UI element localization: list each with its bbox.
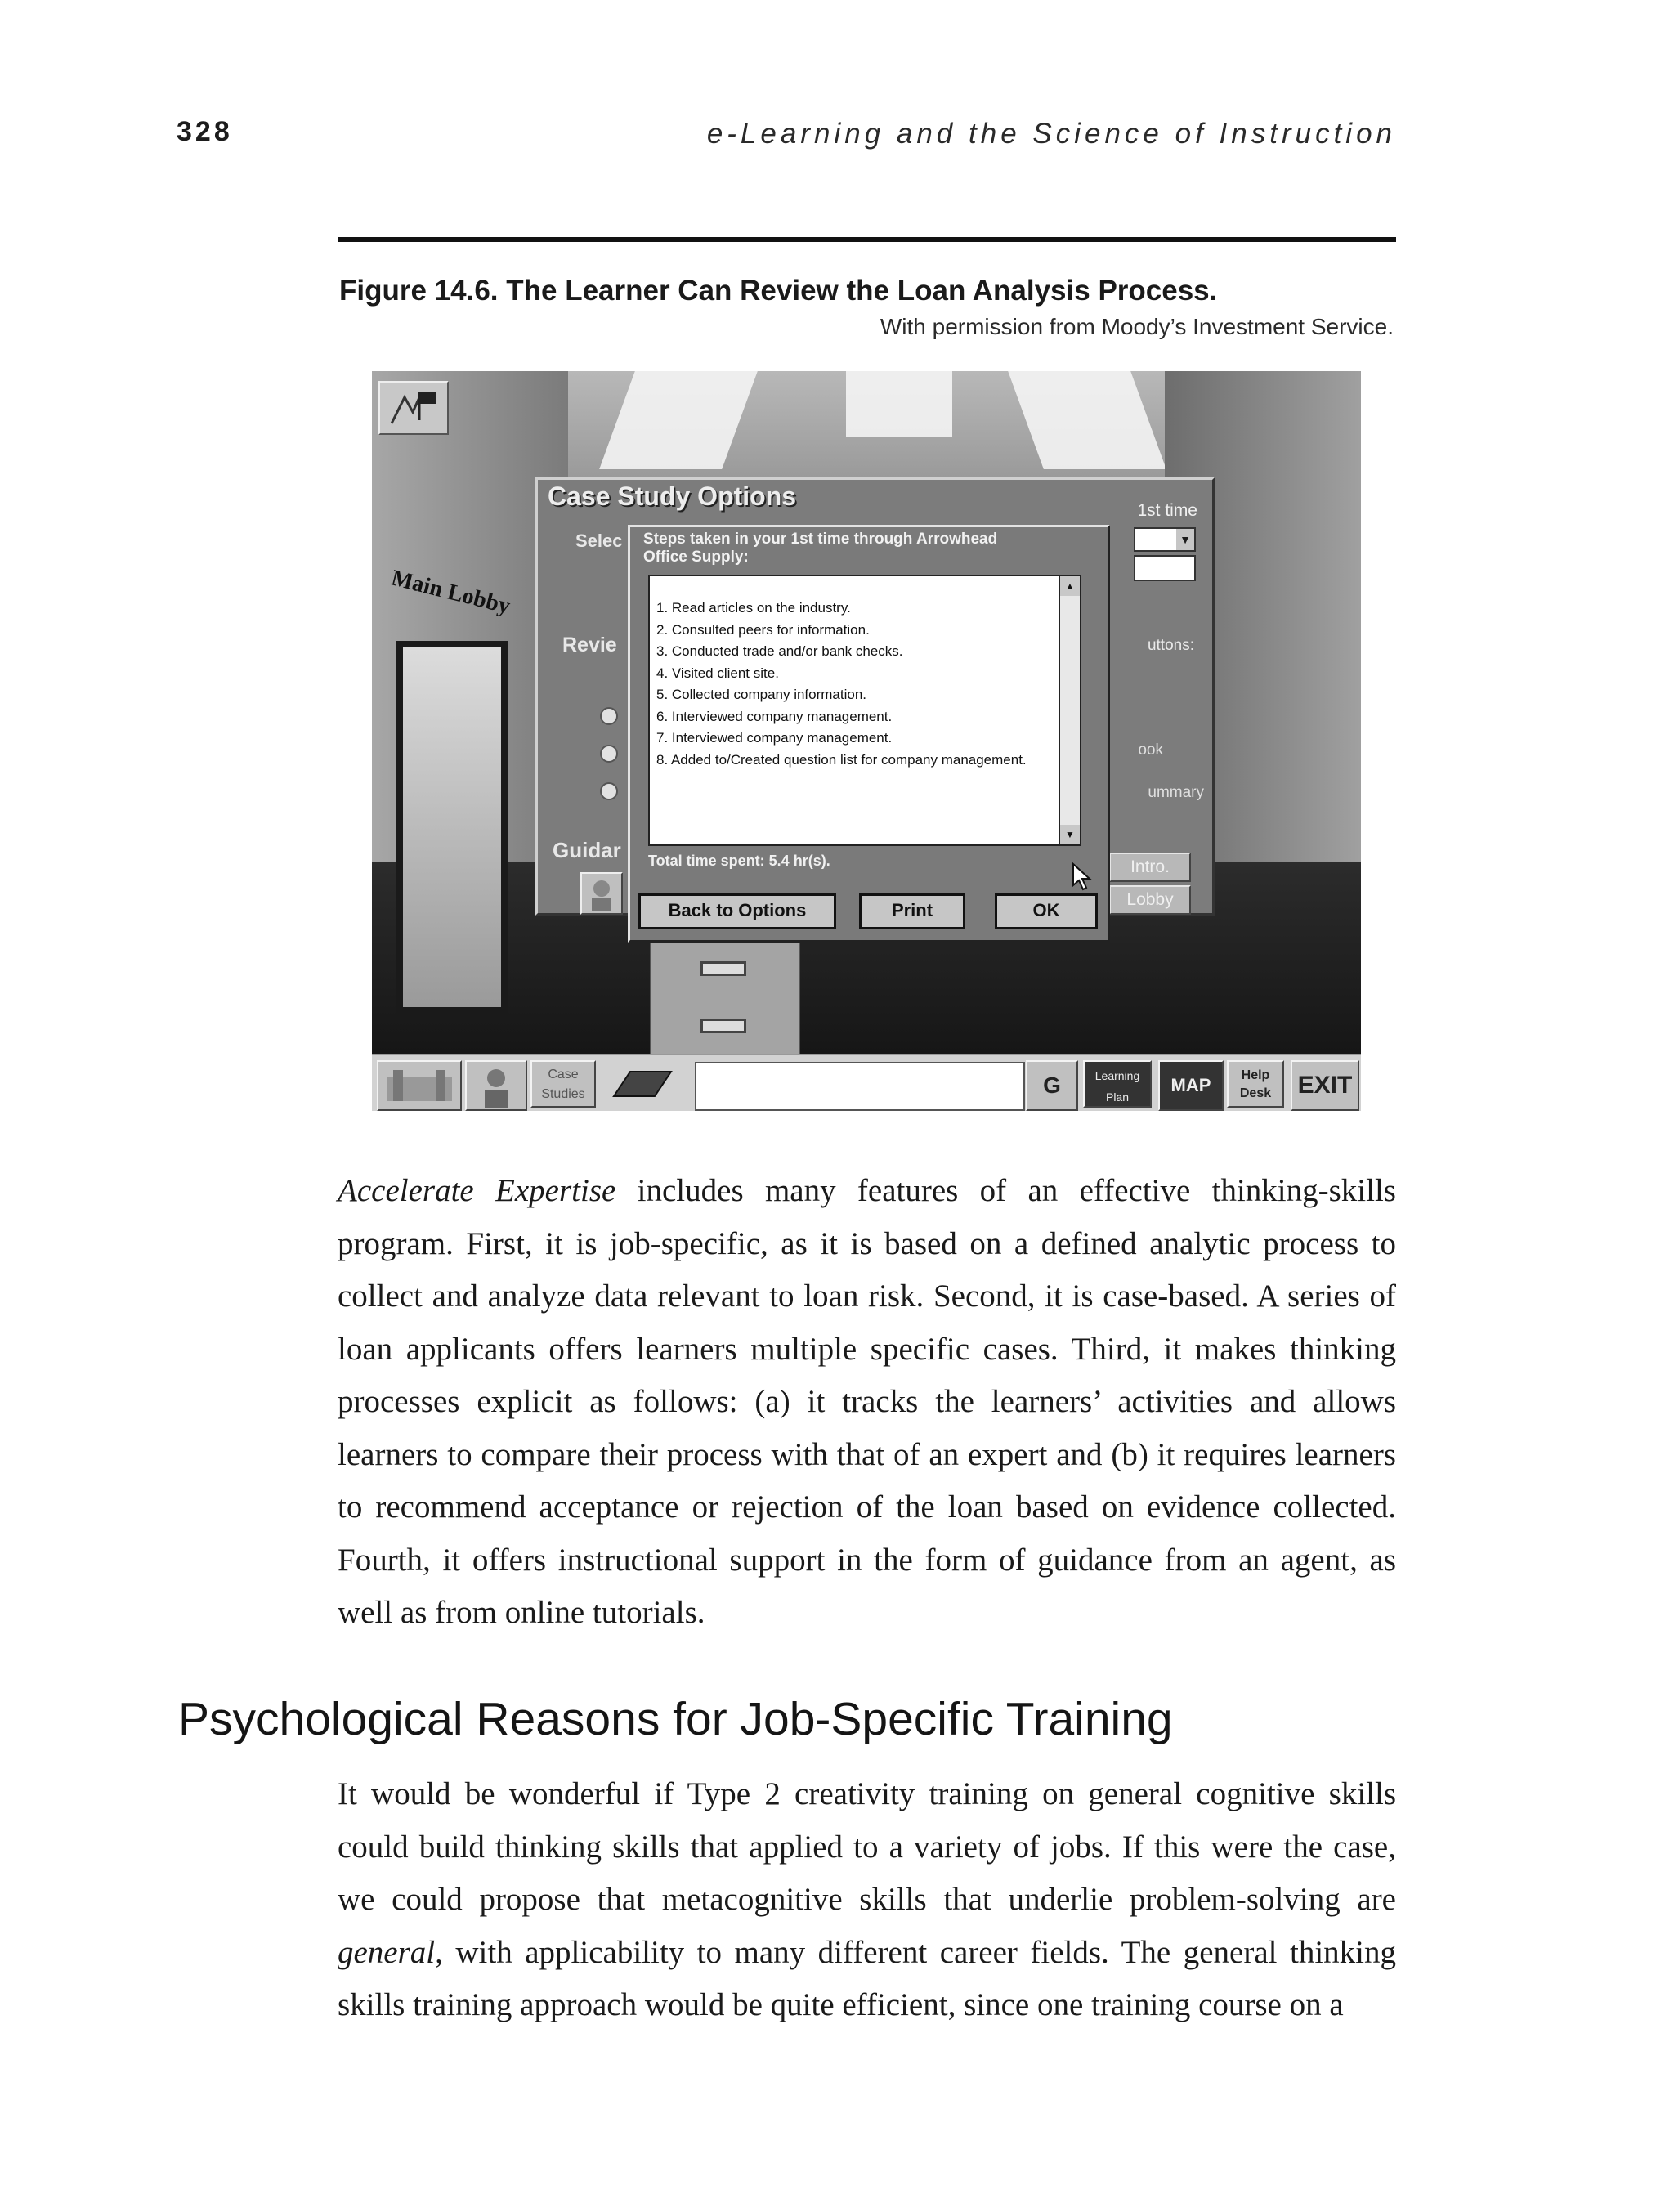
file-cabinet — [650, 935, 800, 1069]
notepad-icon[interactable] — [606, 1063, 679, 1104]
steps-list-box[interactable] — [648, 575, 1060, 846]
steps-list — [650, 576, 1059, 771]
header-rule — [338, 237, 1396, 242]
select-label: Selec — [575, 531, 623, 551]
list-item: 5. Collected company information. — [656, 687, 867, 702]
list-item: 4. Visited client site. — [656, 665, 779, 681]
scrollbar[interactable] — [1059, 575, 1081, 846]
list-item: 7. Interviewed company management. — [656, 730, 893, 746]
agent-avatar-icon[interactable] — [580, 872, 623, 915]
review-radio[interactable] — [600, 745, 618, 763]
agent-icon[interactable] — [465, 1060, 527, 1111]
mouse-cursor-icon — [1072, 862, 1093, 892]
steps-popup — [628, 525, 1110, 943]
map-button[interactable]: MAP — [1158, 1060, 1224, 1111]
exit-button[interactable]: EXIT — [1291, 1060, 1359, 1111]
list-item: 3. Conducted trade and/or bank checks. — [656, 643, 903, 659]
book-label: ook — [1138, 741, 1163, 759]
total-time: Total time spent: 5.4 hr(s). — [648, 853, 830, 869]
intro-button[interactable]: Intro. — [1109, 853, 1191, 882]
scroll-down-icon[interactable]: ▼ — [1060, 825, 1080, 844]
review-label: Revie — [562, 634, 617, 656]
figure-credit: With permission from Moody’s Investment Service. — [880, 314, 1394, 339]
office-icon[interactable] — [377, 1060, 462, 1111]
first-time-label: 1st time — [1137, 501, 1197, 520]
list-item: 6. Interviewed company management. — [656, 708, 893, 724]
message-field[interactable] — [695, 1062, 1025, 1111]
page-number: 328 — [177, 116, 233, 147]
figure-caption: Figure 14.6. The Learner Can Review the Loan Analysis Process. — [339, 275, 1218, 307]
buttons-label: uttons: — [1147, 637, 1194, 654]
running-head: e-Learning and the Science of Instruction — [706, 118, 1396, 150]
review-radio[interactable] — [600, 782, 618, 800]
flag-icon[interactable] — [378, 381, 449, 435]
lobby-button[interactable]: Lobby — [1109, 885, 1191, 915]
g-button[interactable]: G — [1026, 1060, 1078, 1111]
body-paragraph — [338, 1165, 1396, 1640]
guidance-label: Guidar — [553, 838, 621, 862]
main-lobby-sign: Main Lobby — [388, 565, 513, 620]
lobby-door[interactable] — [396, 641, 508, 1014]
case-field[interactable] — [1134, 555, 1196, 581]
figure-screenshot — [372, 371, 1361, 1111]
list-item: 2. Consulted peers for information. — [656, 621, 870, 638]
drawer-handle — [700, 1019, 746, 1033]
chevron-down-icon[interactable]: ▼ — [1176, 529, 1194, 550]
attempt-select[interactable] — [1134, 527, 1196, 552]
learning-plan-button[interactable]: Learning Plan — [1083, 1060, 1152, 1108]
paragraph-text: with applicability to many different career fields. The general thinking skills training approach would be quite efficient, since one training course on a — [338, 1934, 1396, 2022]
product-name: Accelerate Expertise — [338, 1173, 616, 1208]
print-button[interactable]: Print — [859, 893, 965, 929]
list-item: 1. Read articles on the industry. — [656, 600, 851, 616]
scroll-up-icon[interactable]: ▲ — [1060, 576, 1080, 596]
review-radio[interactable] — [600, 707, 618, 725]
list-item: 8. Added to/Created question list for company management. — [656, 751, 1027, 768]
ceiling-light — [846, 371, 952, 437]
back-to-options-button[interactable]: Back to Options — [638, 893, 836, 929]
summary-label: ummary — [1148, 784, 1204, 801]
emphasis-text: general, — [338, 1934, 443, 1970]
help-desk-button[interactable]: Help Desk — [1227, 1060, 1284, 1108]
toolbar — [372, 1054, 1361, 1111]
section-heading: Psychological Reasons for Job-Specific Training — [178, 1693, 1173, 1745]
ok-button[interactable]: OK — [995, 893, 1098, 929]
steps-title: Steps taken in your 1st time through Arrowhead Office Supply: — [643, 531, 998, 566]
paragraph-text: includes many features of an effective thinking-skills program. First, it is job-specific, as it is based on a defined analytic process to collect and analyze data relevant to loan risk. Second, it is case-based. A series of loan applicants offers learners multiple specific cases. Third, it makes thinking processes explicit as follows: (a) it tracks the learners’ activities and allows learners to compare their process with that of an expert and (b) it requires learners to recommend acceptance or rejection of the loan based on evidence collected. Fourth, it offers instructional support in the form of guidance from an agent, as well as from online tutorials. — [338, 1173, 1396, 1630]
paragraph-text: It would be wonderful if Type 2 creativity training on general cognitive skills could build thinking skills that applied to a variety of jobs. If this were the case, we could propose that metacognitive skills that underlie problem-solving are — [338, 1776, 1396, 1917]
drawer-handle — [700, 961, 746, 976]
case-studies-button[interactable]: Case Studies — [530, 1060, 596, 1108]
body-paragraph — [338, 1768, 1396, 2032]
dialog-title: Case Study Options — [548, 481, 797, 511]
